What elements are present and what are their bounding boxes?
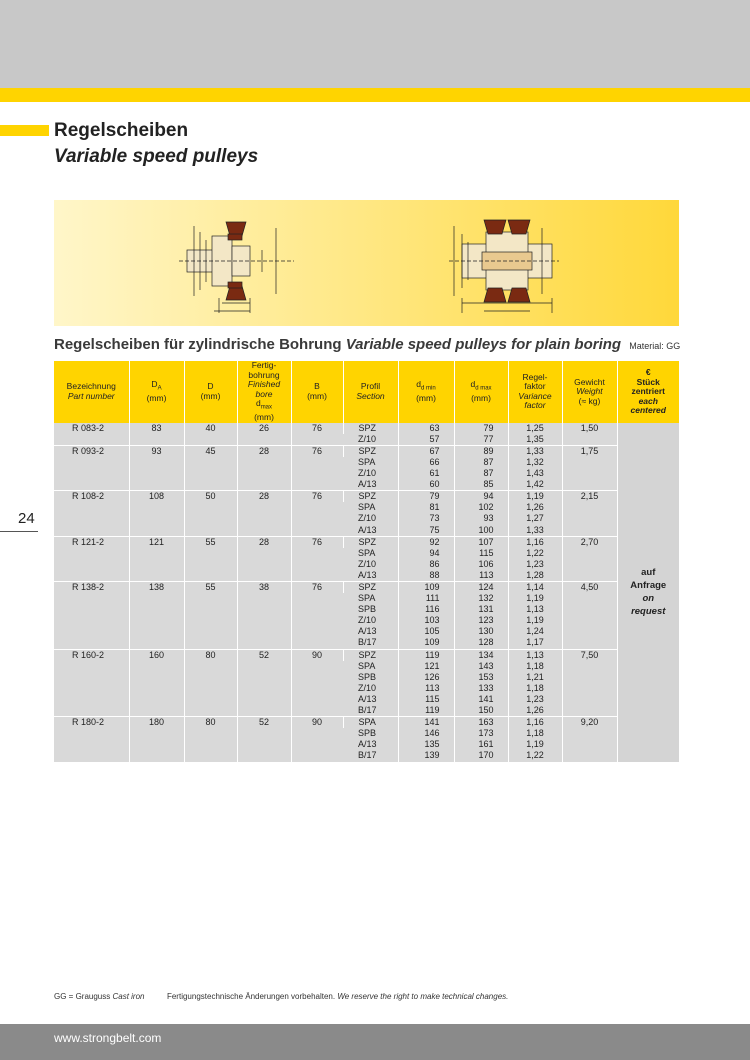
cell-dd-min: 94 <box>398 548 454 559</box>
cell-dd-max: 79 <box>454 423 508 434</box>
cell-price-on-request <box>617 423 679 762</box>
footnote-material: GG = Grauguss <box>54 992 111 1001</box>
cell-dd-min: 75 <box>398 525 454 537</box>
cell-variance-factor: 1,27 <box>508 513 562 524</box>
header-band <box>0 0 750 88</box>
cell-variance-factor: 1,16 <box>508 717 562 729</box>
cell-b: 76 <box>291 582 343 650</box>
table-row <box>54 536 679 548</box>
cell-d: 45 <box>184 445 237 490</box>
cell-section: Z/10 <box>343 683 398 694</box>
cell-dd-max: 150 <box>454 705 508 717</box>
cell-dd-min: 109 <box>398 582 454 594</box>
cell-section: SPA <box>343 502 398 513</box>
cell-section: SPA <box>343 717 398 729</box>
cell-part-number: R 138-2 <box>54 582 129 650</box>
cell-b: 90 <box>291 717 343 762</box>
cell-dd-min: 57 <box>398 434 454 446</box>
cell-d: 80 <box>184 649 237 717</box>
cell-dd-max: 133 <box>454 683 508 694</box>
cell-dd-min: 126 <box>398 672 454 683</box>
col-header-variance-factor: Regel- faktor Variance factor <box>508 361 562 423</box>
cell-dd-min: 61 <box>398 468 454 479</box>
col-header-b: B (mm) <box>291 361 343 423</box>
page-number-rule <box>0 531 38 532</box>
cell-dd-min: 60 <box>398 479 454 491</box>
table-row <box>54 582 679 594</box>
price-note-de1: auf <box>641 567 656 579</box>
cell-variance-factor: 1,18 <box>508 683 562 694</box>
cell-dd-max: 87 <box>454 468 508 479</box>
cell-d: 40 <box>184 423 237 446</box>
cell-dd-min: 146 <box>398 728 454 739</box>
cell-da: 121 <box>129 536 184 581</box>
cell-section: SPB <box>343 728 398 739</box>
cell-variance-factor: 1,26 <box>508 502 562 513</box>
footnote-material-en: Cast iron <box>112 992 145 1001</box>
cell-section: SPA <box>343 457 398 468</box>
cell-bore: 38 <box>237 582 291 650</box>
cell-variance-factor: 1,33 <box>508 525 562 537</box>
cell-dd-max: 89 <box>454 445 508 457</box>
cell-variance-factor: 1,23 <box>508 694 562 705</box>
cell-dd-min: 119 <box>398 649 454 661</box>
col-header-part-number: Bezeichnung Part number <box>54 361 129 423</box>
cell-dd-min: 73 <box>398 513 454 524</box>
cell-dd-min: 116 <box>398 604 454 615</box>
cell-weight: 7,50 <box>562 649 617 717</box>
cell-d: 55 <box>184 536 237 581</box>
technical-drawing-panel <box>54 200 679 326</box>
cell-dd-min: 121 <box>398 661 454 672</box>
cell-dd-min: 88 <box>398 570 454 582</box>
cell-bore: 28 <box>237 491 291 536</box>
cell-dd-min: 66 <box>398 457 454 468</box>
cell-dd-min: 105 <box>398 626 454 637</box>
cell-dd-max: 87 <box>454 457 508 468</box>
cell-section: Z/10 <box>343 468 398 479</box>
cell-section: SPZ <box>343 536 398 548</box>
section-heading <box>54 336 680 353</box>
title-marker <box>0 125 49 136</box>
cell-variance-factor: 1,42 <box>508 479 562 491</box>
cell-section: A/13 <box>343 525 398 537</box>
page-subtitle: Variable speed pulleys <box>54 146 259 167</box>
cell-dd-max: 77 <box>454 434 508 446</box>
cell-dd-max: 124 <box>454 582 508 594</box>
cell-d: 55 <box>184 582 237 650</box>
cell-da: 83 <box>129 423 184 446</box>
cell-variance-factor: 1,43 <box>508 468 562 479</box>
cell-variance-factor: 1,18 <box>508 661 562 672</box>
table-header-row <box>54 361 679 423</box>
cell-dd-max: 107 <box>454 536 508 548</box>
table-row <box>54 649 679 661</box>
cell-variance-factor: 1,19 <box>508 491 562 503</box>
cell-da: 160 <box>129 649 184 717</box>
cell-dd-max: 173 <box>454 728 508 739</box>
pulley-spec-table <box>54 361 679 762</box>
section-heading-en: Variable speed pulleys for plain boring <box>345 336 622 353</box>
cell-dd-min: 119 <box>398 705 454 717</box>
accent-bar <box>0 88 750 102</box>
cell-section: A/13 <box>343 739 398 750</box>
col-header-da: $D_A$ (mm) <box>129 361 184 423</box>
price-note-en1: on <box>642 593 655 605</box>
cell-dd-min: 111 <box>398 593 454 604</box>
cell-b: 76 <box>291 536 343 581</box>
cell-section: Z/10 <box>343 559 398 570</box>
cell-part-number: R 121-2 <box>54 536 129 581</box>
cell-variance-factor: 1,22 <box>508 548 562 559</box>
cell-section: SPZ <box>343 423 398 434</box>
price-note-de2: Anfrage <box>630 580 667 592</box>
cell-section: B/17 <box>343 750 398 761</box>
pulley-drawing-left <box>179 222 294 313</box>
cell-section: B/17 <box>343 705 398 717</box>
cell-dd-max: 141 <box>454 694 508 705</box>
cell-dd-min: 115 <box>398 694 454 705</box>
material-label: Material: GG <box>629 341 681 351</box>
cell-variance-factor: 1,13 <box>508 604 562 615</box>
cell-bore: 26 <box>237 423 291 446</box>
cell-variance-factor: 1,28 <box>508 570 562 582</box>
cell-variance-factor: 1,19 <box>508 739 562 750</box>
cell-dd-max: 93 <box>454 513 508 524</box>
cell-dd-min: 86 <box>398 559 454 570</box>
cell-dd-max: 131 <box>454 604 508 615</box>
cell-section: SPZ <box>343 649 398 661</box>
cell-dd-max: 143 <box>454 661 508 672</box>
cell-dd-max: 102 <box>454 502 508 513</box>
cell-variance-factor: 1,35 <box>508 434 562 446</box>
cell-dd-max: 94 <box>454 491 508 503</box>
cell-section: Z/10 <box>343 615 398 626</box>
cell-variance-factor: 1,24 <box>508 626 562 637</box>
cell-dd-min: 113 <box>398 683 454 694</box>
cell-da: 138 <box>129 582 184 650</box>
cell-dd-max: 153 <box>454 672 508 683</box>
cell-section: SPZ <box>343 582 398 594</box>
price-note-en2: request <box>631 606 666 618</box>
cell-dd-min: 135 <box>398 739 454 750</box>
cell-weight: 4,50 <box>562 582 617 650</box>
cell-b: 76 <box>291 445 343 490</box>
cell-dd-max: 128 <box>454 637 508 649</box>
table-row <box>54 445 679 457</box>
cell-dd-max: 115 <box>454 548 508 559</box>
cell-dd-max: 113 <box>454 570 508 582</box>
cell-section: B/17 <box>343 637 398 649</box>
cell-dd-min: 79 <box>398 491 454 503</box>
cell-variance-factor: 1,17 <box>508 637 562 649</box>
col-header-price: € Stück zentriert each centered <box>617 361 679 423</box>
cell-section: SPZ <box>343 445 398 457</box>
pulley-drawing-right <box>449 220 559 313</box>
page-number: 24 <box>18 510 35 527</box>
website-url[interactable]: www.strongbelt.com <box>54 1031 162 1045</box>
cell-part-number: R 083-2 <box>54 423 129 446</box>
cell-d: 80 <box>184 717 237 762</box>
cell-d: 50 <box>184 491 237 536</box>
col-header-section: Profil Section <box>343 361 398 423</box>
cell-section: A/13 <box>343 694 398 705</box>
cell-section: SPB <box>343 604 398 615</box>
cell-bore: 28 <box>237 445 291 490</box>
col-header-dd-max: $d_{d max}$ (mm) <box>454 361 508 423</box>
cell-section: Z/10 <box>343 434 398 446</box>
cell-dd-min: 92 <box>398 536 454 548</box>
cell-weight: 9,20 <box>562 717 617 762</box>
table-row <box>54 717 679 729</box>
cell-variance-factor: 1,19 <box>508 593 562 604</box>
cell-part-number: R 108-2 <box>54 491 129 536</box>
col-header-weight: Gewicht Weight (≈ kg) <box>562 361 617 423</box>
cell-dd-min: 81 <box>398 502 454 513</box>
cell-bore: 52 <box>237 717 291 762</box>
cell-section: A/13 <box>343 570 398 582</box>
page-title: Regelscheiben <box>54 120 189 141</box>
cell-part-number: R 180-2 <box>54 717 129 762</box>
col-header-finished-bore: Fertig- bohrung Finished bore $d_{max}$ (mm) <box>237 361 291 423</box>
cell-b: 90 <box>291 649 343 717</box>
cell-dd-max: 100 <box>454 525 508 537</box>
cell-dd-min: 67 <box>398 445 454 457</box>
cell-da: 180 <box>129 717 184 762</box>
cell-dd-min: 63 <box>398 423 454 434</box>
cell-variance-factor: 1,22 <box>508 750 562 761</box>
cell-variance-factor: 1,32 <box>508 457 562 468</box>
cell-da: 93 <box>129 445 184 490</box>
col-header-d: D (mm) <box>184 361 237 423</box>
footnote-changes-en: We reserve the right to make technical changes. <box>337 992 509 1001</box>
cell-da: 108 <box>129 491 184 536</box>
cell-b: 76 <box>291 423 343 446</box>
cell-weight: 1,50 <box>562 423 617 446</box>
col-header-dd-min: $d_{d min}$ (mm) <box>398 361 454 423</box>
cell-variance-factor: 1,16 <box>508 536 562 548</box>
cell-variance-factor: 1,33 <box>508 445 562 457</box>
cell-section: SPA <box>343 593 398 604</box>
cell-section: Z/10 <box>343 513 398 524</box>
cell-dd-min: 139 <box>398 750 454 761</box>
cell-section: SPZ <box>343 491 398 503</box>
cell-variance-factor: 1,21 <box>508 672 562 683</box>
cell-bore: 28 <box>237 536 291 581</box>
cell-weight: 1,75 <box>562 445 617 490</box>
cell-weight: 2,70 <box>562 536 617 581</box>
cell-section: SPA <box>343 548 398 559</box>
cell-dd-max: 134 <box>454 649 508 661</box>
cell-variance-factor: 1,23 <box>508 559 562 570</box>
footnote <box>54 992 508 1001</box>
table-row <box>54 423 679 434</box>
cell-dd-max: 130 <box>454 626 508 637</box>
cell-dd-max: 170 <box>454 750 508 761</box>
cell-b: 76 <box>291 491 343 536</box>
cell-variance-factor: 1,26 <box>508 705 562 717</box>
table-body <box>54 423 679 762</box>
cell-section: A/13 <box>343 626 398 637</box>
cell-dd-max: 106 <box>454 559 508 570</box>
cell-variance-factor: 1,13 <box>508 649 562 661</box>
cell-dd-max: 161 <box>454 739 508 750</box>
cell-dd-min: 103 <box>398 615 454 626</box>
section-heading-de: Regelscheiben für zylindrische Bohrung <box>54 336 342 353</box>
cell-dd-max: 132 <box>454 593 508 604</box>
footnote-changes-de: Fertigungstechnische Änderungen vorbehalten. <box>166 992 336 1001</box>
table-row <box>54 491 679 503</box>
cell-variance-factor: 1,19 <box>508 615 562 626</box>
cell-section: A/13 <box>343 479 398 491</box>
cell-dd-max: 123 <box>454 615 508 626</box>
cell-part-number: R 093-2 <box>54 445 129 490</box>
cell-bore: 52 <box>237 649 291 717</box>
cell-variance-factor: 1,25 <box>508 423 562 434</box>
cell-dd-min: 141 <box>398 717 454 729</box>
cell-weight: 2,15 <box>562 491 617 536</box>
cell-variance-factor: 1,14 <box>508 582 562 594</box>
cell-part-number: R 160-2 <box>54 649 129 717</box>
cell-section: SPB <box>343 672 398 683</box>
cell-dd-max: 163 <box>454 717 508 729</box>
cell-dd-min: 109 <box>398 637 454 649</box>
cell-dd-max: 85 <box>454 479 508 491</box>
pulley-drawings <box>54 200 679 326</box>
cell-section: SPA <box>343 661 398 672</box>
cell-variance-factor: 1,18 <box>508 728 562 739</box>
